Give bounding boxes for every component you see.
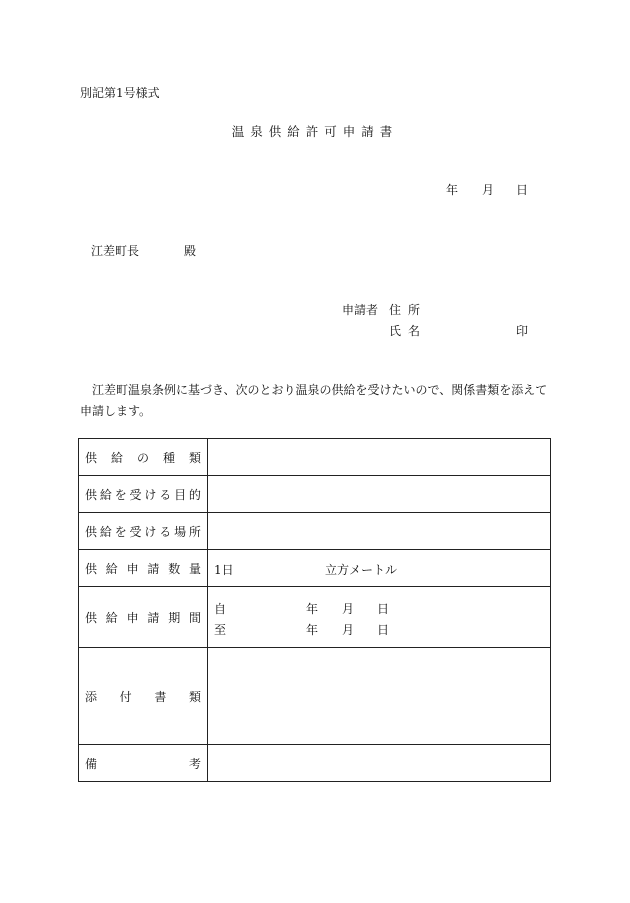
row-label-char: の [136,450,149,465]
table-row [79,648,551,745]
period-from-year: 年 [306,601,319,616]
row-label-char: 類 [188,689,201,704]
supply-period-field[interactable] [208,587,551,648]
row-label-char: 請 [147,561,160,576]
period-to-prefix: 至 [214,622,227,637]
row-label-char: 供 [85,487,98,502]
application-form-table [78,438,551,782]
row-label-char: 考 [188,756,201,771]
supply-quantity-label [79,550,208,587]
addressee-name: 江差町長 [91,244,140,258]
row-label-char: 給 [105,561,118,576]
supply-type-field[interactable] [208,439,551,476]
address-label: 住所 [389,303,428,317]
row-label-char: る [159,487,172,502]
date-year-label: 年 [446,183,459,197]
row-label-char: 書 [154,689,167,704]
period-to-line [214,621,550,635]
row-label-char: 給 [105,610,118,625]
attached-documents-field[interactable] [208,648,551,745]
row-label-char: 請 [147,610,160,625]
row-label-char: 供 [85,450,98,465]
supply-purpose-label [79,476,208,513]
row-label-char: 給 [99,524,112,539]
row-label-char: 備 [85,756,98,771]
row-label-char: け [144,487,157,502]
supply-place-field[interactable] [208,513,551,550]
period-from-month: 月 [342,601,355,616]
attached-documents-label [79,648,208,745]
row-label-char: 目 [174,487,187,502]
table-row [79,745,551,782]
applicant-label: 申請者 [342,303,379,317]
row-label-char: を [114,524,127,539]
table-row [79,513,551,550]
document-title: 温泉供給許可申請書 [231,124,399,139]
seal-mark: 印 [516,324,529,338]
table-row [79,439,551,476]
addressee-honorific: 殿 [184,244,197,258]
form-number: 別記第1号様式 [80,86,160,100]
remarks-label [79,745,208,782]
row-label-char: 数 [168,561,181,576]
row-label-char: 給 [110,450,123,465]
period-from-prefix: 自 [214,601,227,616]
row-label-char: 給 [99,487,112,502]
row-label-char: 供 [85,610,98,625]
row-label-char: 種 [162,450,175,465]
row-label-char: 受 [129,487,142,502]
row-label-char: 間 [188,610,201,625]
quantity-unit: 立方メートル [325,563,398,577]
date-month-label: 月 [482,183,495,197]
row-label-char: 供 [85,561,98,576]
row-label-char: 期 [168,610,181,625]
date-day-label: 日 [516,183,529,197]
row-label-char: 的 [188,487,201,502]
row-label-char: 所 [188,524,201,539]
row-label-char: け [144,524,157,539]
row-label-char: 申 [126,561,139,576]
row-label-char: を [114,487,127,502]
row-label-char: 量 [188,561,201,576]
period-from-line [214,600,550,614]
row-label-char: 申 [126,610,139,625]
quantity-day-prefix: 1日 [214,563,234,577]
supply-purpose-field[interactable] [208,476,551,513]
table-row [79,476,551,513]
period-to-year: 年 [306,622,319,637]
supply-type-label [79,439,208,476]
period-to-day: 日 [377,622,390,637]
row-label-char: 付 [119,689,132,704]
supply-period-label [79,587,208,648]
period-from-day: 日 [377,601,390,616]
application-statement: 江差町温泉条例に基づき、次のとおり温泉の供給を受けたいので、関係書類を添えて申請します。 [80,383,548,418]
remarks-field[interactable] [208,745,551,782]
row-label-char: 類 [188,450,201,465]
row-label-char: 添 [85,689,98,704]
row-label-char: 供 [85,524,98,539]
name-label: 氏名 [389,324,428,338]
supply-place-label [79,513,208,550]
row-label-char: 受 [129,524,142,539]
row-label-char: 場 [174,524,187,539]
table-row [79,587,551,648]
supply-quantity-field[interactable] [208,550,551,587]
row-label-char: る [159,524,172,539]
period-to-month: 月 [342,622,355,637]
table-row [79,550,551,587]
